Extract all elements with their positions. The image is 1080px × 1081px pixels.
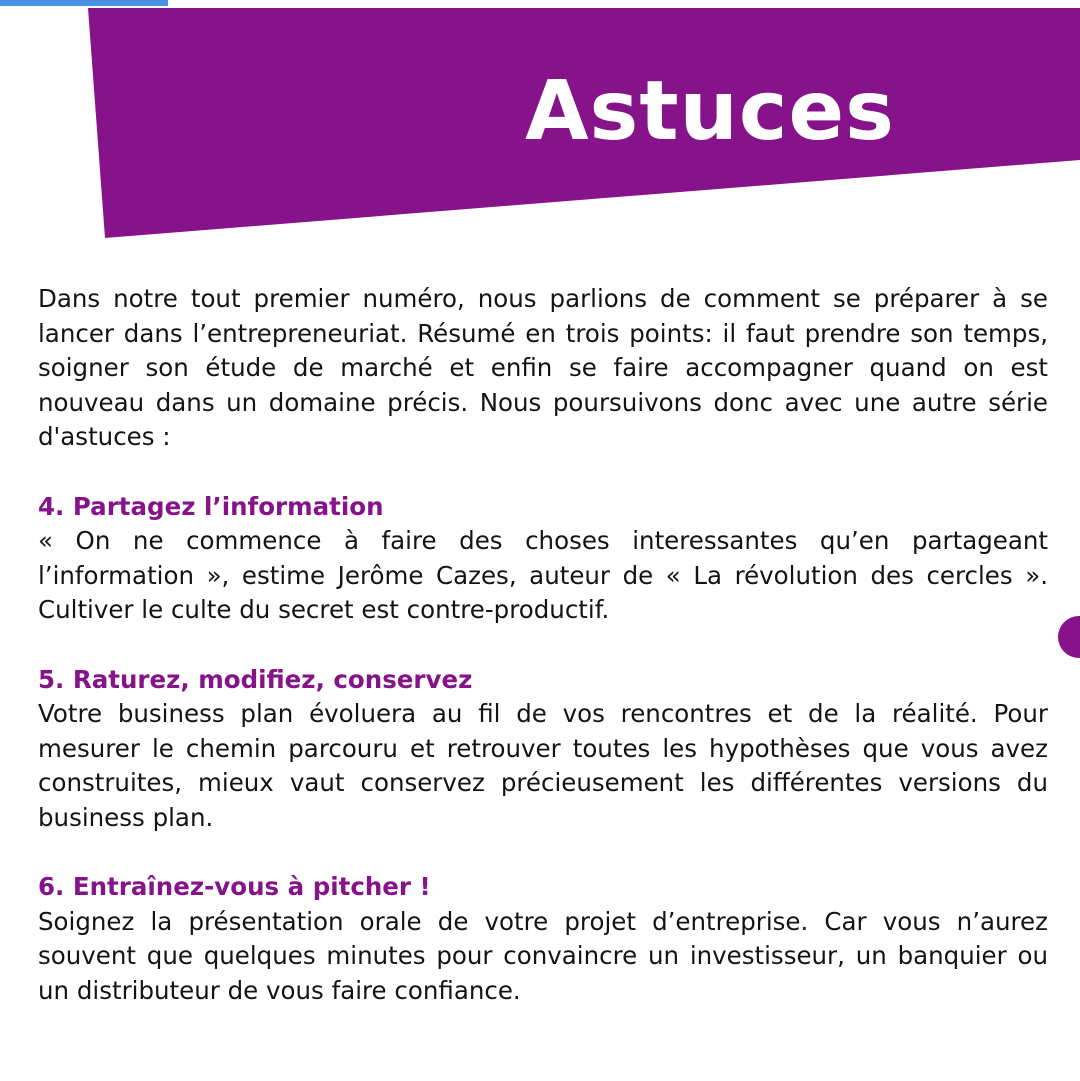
tip-section-5 bbox=[38, 663, 1048, 836]
page-title: Astuces bbox=[525, 64, 895, 159]
tip-heading: 5. Raturez, modifiez, conservez bbox=[38, 664, 473, 694]
tip-section-4 bbox=[38, 490, 1048, 628]
tip-heading: 4. Partagez l’information bbox=[38, 491, 384, 521]
tip-body: « On ne commence à faire des choses interessantes qu’en partageant l’information », estime Jerôme Cazes, auteur de « La révolution des cercles ». Cultiver le culte du secret est contre-productif. bbox=[38, 526, 1048, 625]
article-body bbox=[38, 282, 1048, 1008]
side-tab-marker bbox=[1058, 616, 1080, 658]
tip-section-6 bbox=[38, 870, 1048, 1008]
tip-body: Votre business plan évoluera au fil de vos rencontres et de la réalité. Pour mesurer le chemin parcouru et retrouver toutes les hypothèses que vous avez construites, mieux vaut conservez précieusement les différentes versions du business plan. bbox=[38, 699, 1048, 832]
intro-paragraph: Dans notre tout premier numéro, nous parlions de comment se préparer à se lancer dans l’entrepreneuriat. Résumé en trois points: il faut prendre son temps, soigner son étude de marché et enfin se faire accompagner quand on est nouveau dans un domaine précis. Nous poursuivons donc avec une autre série d'astuces : bbox=[38, 284, 1048, 452]
tip-body: Soignez la présentation orale de votre projet d’entreprise. Car vous n’aurez souvent que quelques minutes pour convaincre un investisseur, un banquier ou un distributeur de vous faire confiance. bbox=[38, 906, 1048, 1005]
tip-heading: 6. Entraînez-vous à pitcher ! bbox=[38, 872, 431, 902]
